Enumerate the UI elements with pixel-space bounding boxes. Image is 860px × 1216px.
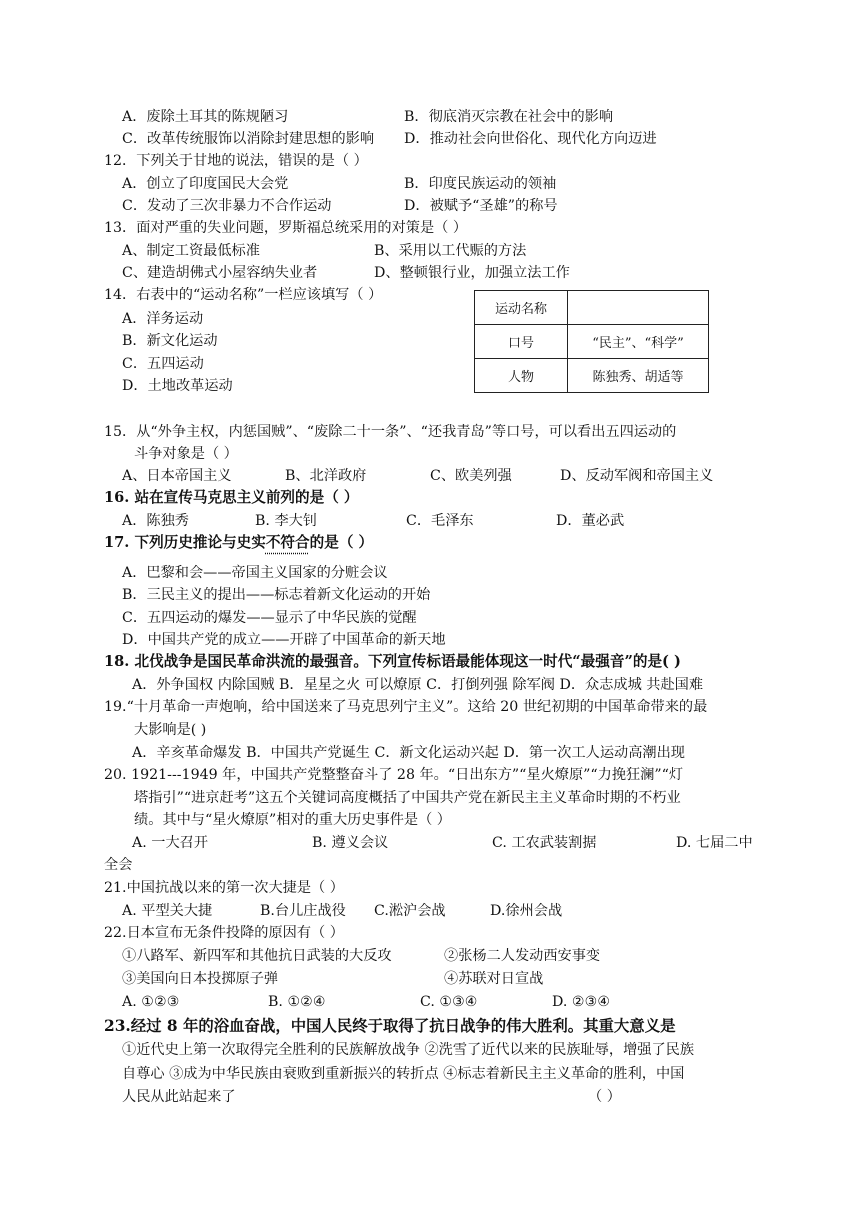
q12-option-c: C．发动了三次非暴力不合作运动 xyxy=(122,198,332,214)
q16-option-d: D．董必武 xyxy=(556,513,625,529)
table-cell: 人物 xyxy=(475,359,568,393)
q20-option-a: A. 一大召开 xyxy=(132,835,209,851)
q15-stem-line1: 15．从“外争主权，内惩国贼”、“废除二十一条”、“还我青岛”等口号，可以看出五四运动的 xyxy=(104,424,677,440)
q11-option-a: A．废除土耳其的陈规陋习 xyxy=(122,109,289,125)
q17-stem-part2: 的是（ ） xyxy=(309,534,374,551)
q11-option-d: D．推动社会向世俗化、现代化方向迈进 xyxy=(404,131,657,147)
q23-text-line3: 人民从此站起来了 xyxy=(122,1089,236,1105)
q17-option-d: D．中国共产党的成立——开辟了中国革命的新天地 xyxy=(122,632,446,648)
q18-options: A．外争国权 内除国贼 B．星星之火 可以燎原 C．打倒列强 除军阀 D．众志成城 共赴国难 xyxy=(132,677,704,693)
q19-stem-line1: 19.“十月革命一声炮响，给中国送来了马克思列宁主义”。这给 20 世纪初期的中国革命带来的最 xyxy=(104,699,708,715)
q22-item-1: ①八路军、新四军和其他抗日武装的大反攻 xyxy=(122,948,392,964)
q17-stem-part1: 17. 下列历史推论与史实 xyxy=(104,534,266,551)
q23-text-line2: 自尊心 ③成为中华民族由衰败到重新振兴的转折点 ④标志着新民主主义革命的胜利，中国 xyxy=(122,1066,685,1082)
q12-option-a: A．创立了印度国民大会党 xyxy=(122,176,289,192)
q13-stem: 13．面对严重的失业问题，罗斯福总统采用的对策是（ ） xyxy=(104,220,468,236)
q15-stem-line2: 斗争对象是（ ） xyxy=(134,446,238,462)
q22-stem: 22.日本宣布无条件投降的原因有（ ） xyxy=(104,925,344,941)
q21-option-d: D.徐州会战 xyxy=(490,903,563,919)
q19-stem-line2: 大影响是( ) xyxy=(134,722,207,738)
q13-option-c: C、建造胡佛式小屋容纳失业者 xyxy=(122,265,318,281)
q20-stem-line2: 塔指引”“进京赶考”这五个关键词高度概括了中国共产党在新民主主义革命时期的不朽业 xyxy=(134,790,681,806)
q19-options: A．辛亥革命爆发 B．中国共产党诞生 C．新文化运动兴起 D．第一次工人运动高潮出现 xyxy=(132,745,685,761)
q11-option-c: C．改革传统服饰以消除封建思想的影响 xyxy=(122,131,375,147)
q16-option-c: C．毛泽东 xyxy=(406,513,474,529)
q22-item-4: ④苏联对日宣战 xyxy=(444,971,544,987)
table-row xyxy=(475,325,709,359)
q14-option-a: A．洋务运动 xyxy=(122,311,204,327)
table-cell: “民主”、“科学” xyxy=(568,325,709,359)
table-cell: 陈独秀、胡适等 xyxy=(568,359,709,393)
q22-item-3: ③美国向日本投掷原子弹 xyxy=(122,971,279,987)
q20-option-b: B. 遵义会议 xyxy=(312,835,389,851)
q16-stem: 16. 站在宣传马克思主义前列的是（ ） xyxy=(104,489,359,506)
q14-option-b: B．新文化运动 xyxy=(122,333,218,349)
table-row xyxy=(475,291,709,325)
q20-option-c: C. 工农武装割据 xyxy=(492,835,597,851)
q12-option-b: B．印度民族运动的领袖 xyxy=(404,176,557,192)
q13-option-d: D、整顿银行业，加强立法工作 xyxy=(374,265,570,281)
q11-option-b: B．彻底消灭宗教在社会中的影响 xyxy=(404,109,614,125)
table-cell xyxy=(568,291,709,325)
q22-option-d: D. ②③④ xyxy=(552,994,611,1010)
q21-option-c: C.淞沪会战 xyxy=(374,903,446,919)
q17-option-b: B．三民主义的提出——标志着新文化运动的开始 xyxy=(122,587,431,603)
q17-option-c: C．五四运动的爆发——显示了中华民族的觉醒 xyxy=(122,610,417,626)
q13-option-a: A、制定工资最低标准 xyxy=(122,243,260,259)
q17-stem xyxy=(104,533,373,553)
q21-stem: 21.中国抗战以来的第一次大捷是（ ） xyxy=(104,880,344,896)
q15-option-a: A、日本帝国主义 xyxy=(122,468,232,484)
q21-option-b: B.台儿庄战役 xyxy=(260,903,346,919)
q23-text-line1: ①近代史上第一次取得完全胜利的民族解放战争 ②洗雪了近代以来的民族耻辱，增强了民族 xyxy=(122,1042,695,1058)
q15-option-c: C、欧美列强 xyxy=(430,468,512,484)
q23-answer-blank: （ ） xyxy=(588,1089,621,1105)
q20-option-d: D. 七届二中 xyxy=(676,835,753,851)
q22-item-2: ②张杨二人发动西安事变 xyxy=(444,948,601,964)
q12-option-d: D．被赋予“圣雄”的称号 xyxy=(404,198,558,214)
q22-option-c: C. ①③④ xyxy=(420,994,478,1010)
q20-option-d-wrap: 全会 xyxy=(104,857,133,873)
q16-option-a: A．陈独秀 xyxy=(122,513,189,529)
movement-table xyxy=(474,290,709,393)
q17-emphasis-text: 不符合 xyxy=(265,534,310,551)
q14-option-d: D．土地改革运动 xyxy=(122,378,233,394)
table-row xyxy=(475,359,709,393)
q15-option-d: D、反动军阀和帝国主义 xyxy=(560,468,714,484)
q22-option-a: A. ①②③ xyxy=(122,994,180,1010)
q18-stem: 18. 北伐战争是国民革命洪流的最强音。下列宣传标语最能体现这一时代“最强音”的是( ) xyxy=(104,653,681,670)
q15-option-b: B、北洋政府 xyxy=(285,468,367,484)
q14-option-c: C．五四运动 xyxy=(122,356,204,372)
table-cell: 口号 xyxy=(475,325,568,359)
table-cell: 运动名称 xyxy=(475,291,568,325)
q12-stem: 12．下列关于甘地的说法，错误的是（ ） xyxy=(104,153,368,169)
q13-option-b: B、采用以工代赈的方法 xyxy=(374,243,527,259)
q23-stem: 23.经过 8 年的浴血奋战，中国人民终于取得了抗日战争的伟大胜利。其重大意义是 xyxy=(104,1017,676,1035)
q22-option-b: B. ①②④ xyxy=(268,994,326,1010)
q21-option-a: A. 平型关大捷 xyxy=(122,903,213,919)
q17-option-a: A．巴黎和会——帝国主义国家的分赃会议 xyxy=(122,565,388,581)
q20-stem-line3: 绩。其中与“星火燎原”相对的重大历史事件是（ ） xyxy=(134,812,451,828)
q14-stem: 14．右表中的“运动名称”一栏应该填写（ ） xyxy=(104,287,383,303)
q16-option-b: B. 李大钊 xyxy=(255,513,318,529)
q20-stem-line1: 20. 1921---1949 年，中国共产党整整奋斗了 28 年。“日出东方”“星火燎原”“力挽狂澜”“灯 xyxy=(104,767,684,783)
